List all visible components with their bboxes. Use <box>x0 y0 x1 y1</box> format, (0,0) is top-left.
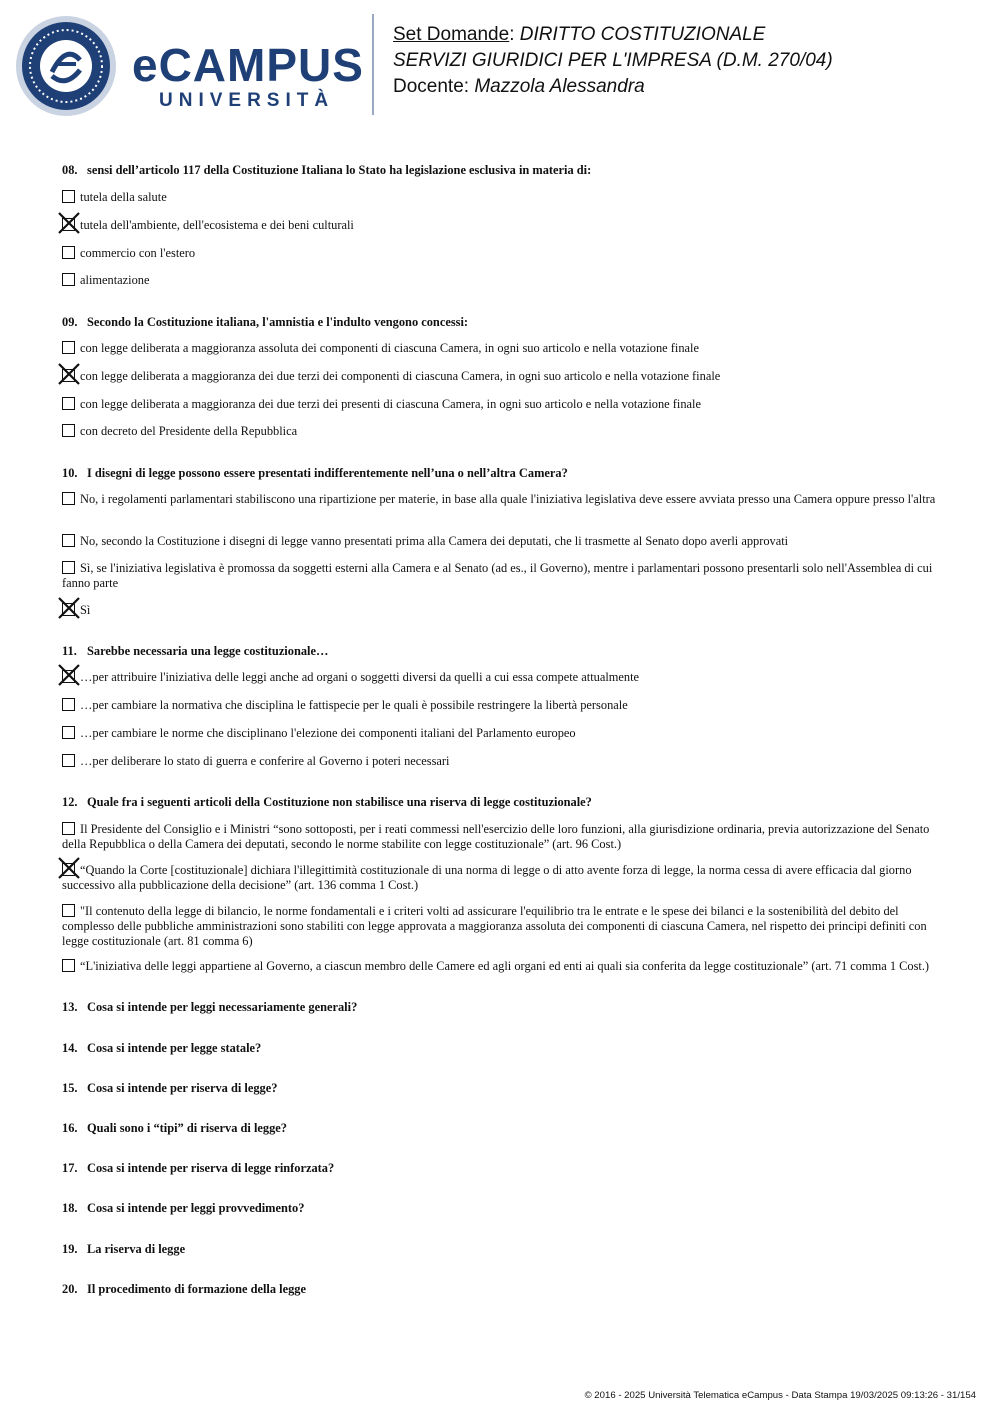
open-question-title: 17. Cosa si intende per riserva di legge rinforzata? <box>62 1161 335 1175</box>
open-question-title: 16. Quali sono i “tipi” di riserva di legge? <box>62 1121 287 1135</box>
answer-option[interactable]: con legge deliberata a maggioranza assoluta dei componenti di ciascuna Camera, in ogni suo articolo e nella votazione finale <box>62 341 937 356</box>
answer-option[interactable]: commercio con l'estero <box>62 246 937 261</box>
check-x-icon <box>58 664 80 686</box>
answer-option[interactable]: No, secondo la Costituzione i disegni di legge vanno presentati prima alla Camera dei deputati, che li trasmette al Senato dopo averli approvati <box>62 534 937 549</box>
checkbox[interactable] <box>62 424 75 437</box>
answer-option[interactable]: …per cambiare le norme che disciplinano l'elezione dei componenti italiani del Parlamento europeo <box>62 726 937 741</box>
answer-option[interactable]: Sì, se l'iniziativa legislativa è promossa da soggetti esterni alla Camera e al Senato (ad es., il Governo), mentre i parlamentari possono presentarli solo nell'Assemblea di cui fanno parte <box>62 561 933 590</box>
ecampus-emblem-icon <box>14 14 118 118</box>
answer-option[interactable]: con legge deliberata a maggioranza dei due terzi dei presenti di ciascuna Camera, in ogni suo articolo e nella votazione finale <box>62 397 937 412</box>
checkbox[interactable] <box>62 273 75 286</box>
question-title: 09. Secondo la Costituzione italiana, l'amnistia e l'indulto vengono concessi: <box>62 315 469 329</box>
teacher-label: Docente: <box>393 76 475 97</box>
teacher-name: Mazzola Alessandra <box>474 76 645 97</box>
answer-option[interactable]: “Quando la Corte [costituzionale] dichiara l'illegittimità costituzionale di una norma di legge o di atto avente forza di legge, la norma cessa di avere efficacia dal giorno successivo alla pubblicazione della decisione” (art. 136 comma 1 Cost.) <box>62 863 937 893</box>
answer-option[interactable]: …per attribuire l'iniziativa delle leggi anche ad organi o soggetti diversi da quelli a cui essa compete attualmente <box>62 670 937 685</box>
checkbox[interactable] <box>62 754 75 767</box>
open-question-title: 18. Cosa si intende per leggi provvedimento? <box>62 1201 305 1215</box>
check-x-icon <box>58 597 80 619</box>
header-info: Set Domande: DIRITTO COSTITUZIONALE SERVIZI GIURIDICI PER L'IMPRESA (D.M. 270/04) Docente: Mazzola Alessandra <box>393 24 833 97</box>
answer-option[interactable]: tutela della salute <box>62 190 937 205</box>
answer-option[interactable]: con decreto del Presidente della Repubblica <box>62 424 937 439</box>
question-title: 10. I disegni di legge possono essere presentati indifferentemente nell’una o nell’altra Camera? <box>62 466 568 480</box>
checkbox[interactable] <box>62 959 75 972</box>
open-question-title: 19. La riserva di legge <box>62 1242 186 1256</box>
answer-option[interactable]: No, i regolamenti parlamentari stabiliscono una ripartizione per materie, in base alla quale l'iniziativa legislativa deve essere avviata presso una Camera oppure presso l'altra <box>62 492 937 507</box>
open-question-title: 13. Cosa si intende per leggi necessariamente generali? <box>62 1000 358 1014</box>
page-footer: © 2016 - 2025 Università Telematica eCampus - Data Stampa 19/03/2025 09:13:26 - 31/154 <box>584 1390 976 1401</box>
brand-subtitle: UNIVERSITÀ <box>159 90 335 111</box>
checkbox[interactable] <box>62 534 75 547</box>
checkbox[interactable] <box>62 492 75 505</box>
header-divider <box>372 14 374 115</box>
checkbox[interactable] <box>62 698 75 711</box>
question-title: 12. Quale fra i seguenti articoli della Costituzione non stabilisce una riserva di legge costituzionale? <box>62 795 592 809</box>
course: SERVIZI GIURIDICI PER L'IMPRESA (D.M. 270/04) <box>393 50 833 71</box>
subject: DIRITTO COSTITUZIONALE <box>519 24 766 45</box>
checkbox[interactable] <box>62 822 75 835</box>
checkbox[interactable] <box>62 397 75 410</box>
answer-option[interactable]: tutela dell'ambiente, dell'ecosistema e dei beni culturali <box>62 218 937 233</box>
brand-name: eCAMPUS <box>132 39 364 91</box>
check-x-icon <box>58 212 80 234</box>
open-question-title: 15. Cosa si intende per riserva di legge? <box>62 1081 278 1095</box>
answer-option[interactable]: con legge deliberata a maggioranza dei due terzi dei componenti di ciascuna Camera, in ogni suo articolo e nella votazione finale <box>62 369 937 384</box>
set-label: Set Domande <box>393 24 510 45</box>
checkbox[interactable] <box>62 904 75 917</box>
page-header <box>0 0 1000 130</box>
question-title: 11. Sarebbe necessaria una legge costituzionale… <box>62 644 329 658</box>
answer-option[interactable]: Sì <box>62 603 937 618</box>
answer-option[interactable]: “L'iniziativa delle leggi appartiene al Governo, a ciascun membro delle Camere ed agli organi ed enti ai quali sia conferita da legge costituzionale” (art. 71 comma 1 Cost.) <box>62 959 937 974</box>
answer-option[interactable]: …per cambiare la normativa che disciplina le fattispecie per le quali è possibile restringere la libertà personale <box>62 698 937 713</box>
checkbox[interactable] <box>62 561 75 574</box>
answer-option[interactable]: "Il contenuto della legge di bilancio, le norme fondamentali e i criteri volti ad assicurare l'equilibrio tra le entrate e le spese dei bilanci e la sostenibilità del debito del complesso delle pubbliche amministrazioni sono stabiliti con legge approvata a maggioranza assoluta dei componenti di ciascuna Camera, nel rispetto dei principi definiti con legge costituzionale (art. 81 comma 6) <box>62 904 927 948</box>
checkbox[interactable] <box>62 190 75 203</box>
check-x-icon <box>58 363 80 385</box>
answer-option[interactable]: Il Presidente del Consiglio e i Ministri “sono sottoposti, per i reati commessi nell'esercizio delle loro funzioni, alla giurisdizione ordinaria, previa autorizzazione del Senato della Repubblica o della Camera dei deputati, secondo le norme stabilite con legge costituzionale” (art. 96 Cost.) <box>62 822 930 851</box>
open-question-title: 20. Il procedimento di formazione della legge <box>62 1282 306 1296</box>
open-question-title: 14. Cosa si intende per legge statale? <box>62 1041 262 1055</box>
answer-option[interactable]: …per deliberare lo stato di guerra e conferire al Governo i poteri necessari <box>62 754 937 769</box>
check-x-icon <box>58 857 80 879</box>
checkbox[interactable] <box>62 341 75 354</box>
ecampus-logo <box>14 14 374 118</box>
checkbox[interactable] <box>62 726 75 739</box>
checkbox[interactable] <box>62 246 75 259</box>
question-title: 08. sensi dell’articolo 117 della Costituzione Italiana lo Stato ha legislazione esclusiva in materia di: <box>62 163 592 177</box>
answer-option[interactable]: alimentazione <box>62 273 937 288</box>
